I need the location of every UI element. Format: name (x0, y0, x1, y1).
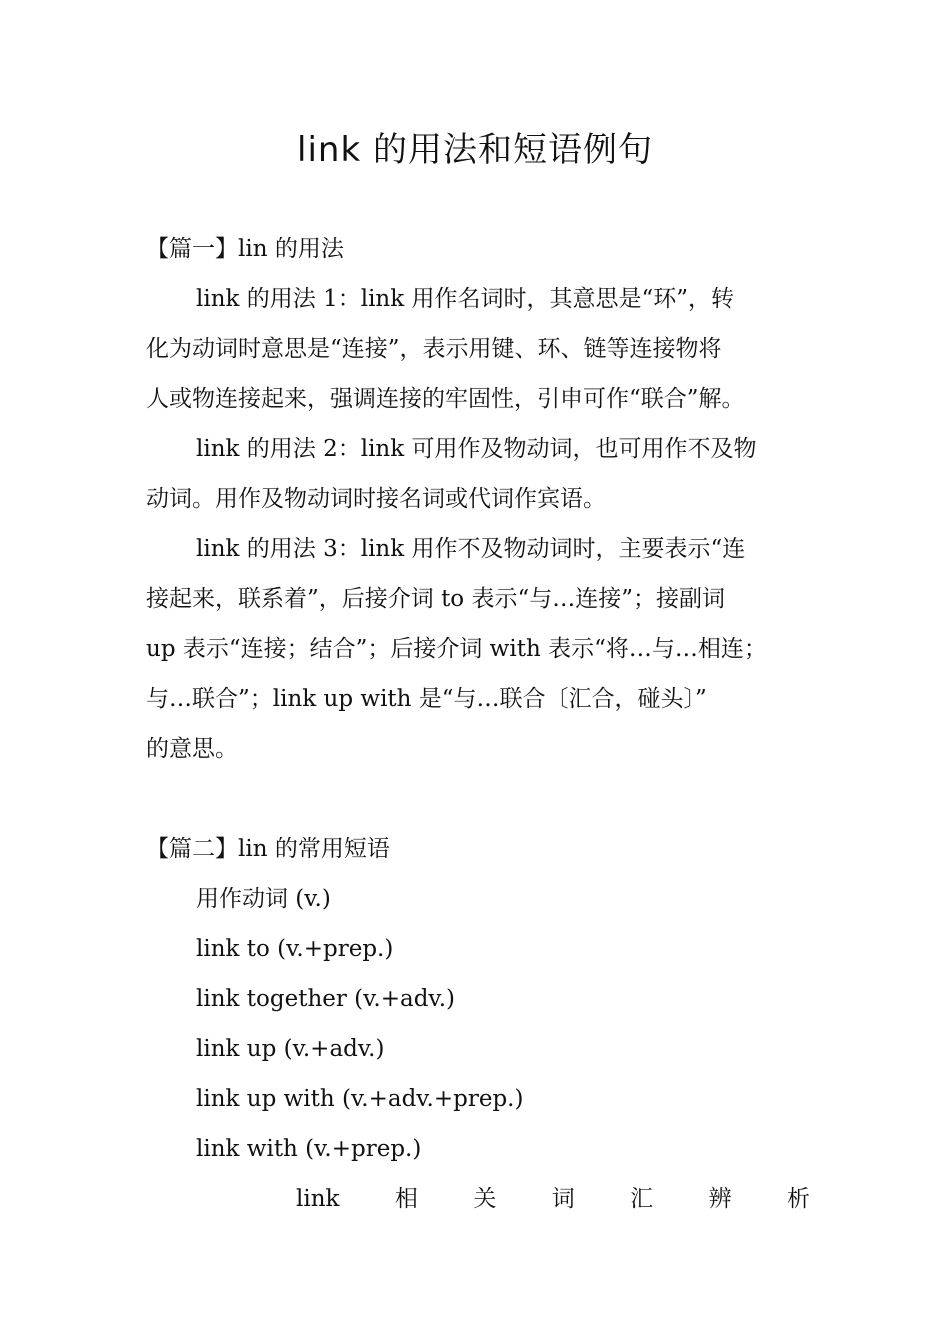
paragraph-line: 动词。用作及物动词时接名词或代词作宾语。 (146, 486, 606, 512)
paragraph-line: link 的用法 2：link 可用作及物动词，也可用作不及物 (196, 436, 757, 462)
heading-part: 词 (551, 1186, 575, 1212)
section-heading-synonyms (146, 1174, 810, 1224)
heading-part: 关 (473, 1186, 497, 1212)
section-heading-phrases: 【篇二】lin 的常用短语 (146, 836, 390, 862)
heading-part: link (296, 1186, 340, 1212)
paragraph-line: 人或物连接起来，强调连接的牢固性，引申可作“联合”解。 (146, 386, 745, 412)
heading-part: 辨 (708, 1186, 732, 1212)
phrase-item: link up (v.+adv.) (196, 1036, 385, 1062)
paragraph-line: 接起来，联系着”，后接介词 to 表示“与…连接”；接副词 (146, 586, 725, 612)
paragraph-line: 化为动词时意思是“连接”，表示用键、环、链等连接物将 (146, 336, 722, 362)
heading-part: 析 (787, 1186, 810, 1212)
paragraph-line: link 的用法 1：link 用作名词时，其意思是“环”，转 (196, 286, 735, 312)
paragraph-line: link 的用法 3：link 用作不及物动词时，主要表示“连 (196, 536, 746, 562)
phrase-item: link with (v.+prep.) (196, 1136, 422, 1162)
phrase-item: 用作动词 (v.) (196, 886, 331, 912)
heading-part: 汇 (630, 1186, 654, 1212)
paragraph-line: 与…联合”；link up with 是“与…联合〔汇合，碰头〕” (146, 686, 707, 712)
section-heading-usage: 【篇一】lin 的用法 (146, 236, 344, 262)
phrase-item: link up with (v.+adv.+prep.) (196, 1086, 524, 1112)
paragraph-line: up 表示“连接；结合”；后接介词 with 表示“将…与…相连； (146, 636, 767, 662)
paragraph-line: 的意思。 (146, 736, 238, 762)
document-title: link 的用法和短语例句 (297, 130, 653, 170)
blank-line (146, 774, 810, 824)
phrase-item: link together (v.+adv.) (196, 986, 455, 1012)
document-body (146, 224, 810, 1224)
heading-part: 相 (394, 1186, 418, 1212)
phrase-item: link to (v.+prep.) (196, 936, 394, 962)
